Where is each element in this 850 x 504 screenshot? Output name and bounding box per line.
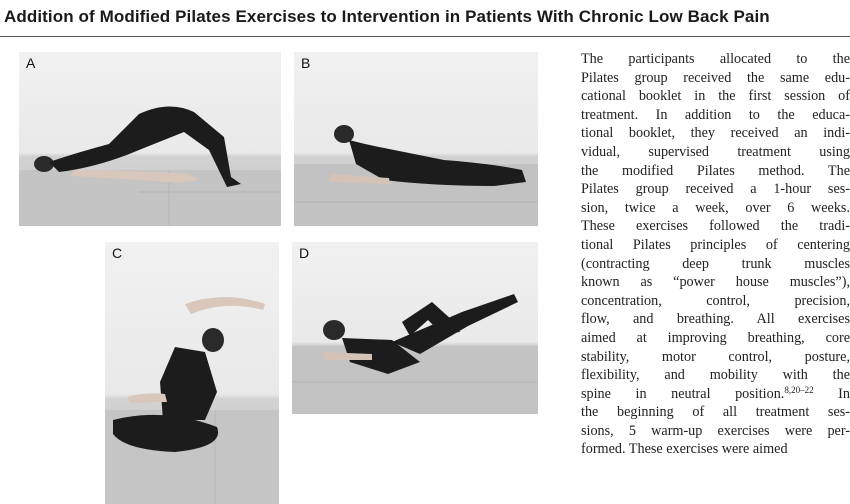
body-line-with-citation xyxy=(581,385,850,404)
panel-letter-b: B xyxy=(301,55,311,71)
body-line: tional Pilates principles of centering xyxy=(581,236,850,253)
body-line: vidual, supervised treatment using xyxy=(581,143,850,160)
body-line: cational booklet in the first session of xyxy=(581,88,850,105)
article-title: Addition of Modified Pilates Exercises to Intervention in Patients With Chronic Low Back Pain xyxy=(4,7,770,26)
body-line-text: In xyxy=(838,385,850,402)
body-line: (contracting deep trunk muscles xyxy=(581,255,850,272)
body-line: the beginning of all treatment ses- xyxy=(581,404,850,421)
body-line: stability, motor control, posture, xyxy=(581,348,850,365)
body-line: tional booklet, they received an indi- xyxy=(581,125,850,142)
body-line: sion, twice a week, over 6 weeks. xyxy=(581,199,850,216)
body-line: the modified Pilates method. The xyxy=(581,162,850,179)
body-paragraph xyxy=(581,50,850,459)
crisscross-exercise-photo xyxy=(292,242,538,414)
figure-panel-b xyxy=(294,52,538,226)
body-line: flow, and breathing. All exercises xyxy=(581,311,850,328)
citation-superscript: 8,20–22 xyxy=(784,384,814,395)
body-line: Pilates group received the same edu- xyxy=(581,69,850,86)
bridge-exercise-photo xyxy=(19,52,281,226)
body-line: aimed at improving breathing, core xyxy=(581,329,850,346)
panel-letter-d: D xyxy=(299,245,310,261)
seated-side-bend-photo xyxy=(105,242,279,504)
body-line: formed. These exercises were aimed xyxy=(581,441,788,458)
body-line: sions, 5 warm-up exercises were per- xyxy=(581,422,850,439)
body-line: These exercises followed the tradi- xyxy=(581,218,850,235)
body-line: Pilates group received a 1-hour ses- xyxy=(581,181,850,198)
body-line: The participants allocated to the xyxy=(581,51,850,67)
figure-panel-a xyxy=(19,52,281,226)
body-line: treatment. In addition to the educa- xyxy=(581,106,850,123)
panel-letter-c: C xyxy=(112,245,123,261)
panel-letter-a: A xyxy=(26,55,36,71)
body-line: flexibility, and mobility with the xyxy=(581,367,850,384)
figure-panel-d xyxy=(292,242,538,414)
prone-extension-photo xyxy=(294,52,538,226)
running-header xyxy=(0,0,850,37)
body-line-text: spine in neutral position. xyxy=(581,385,785,402)
figure-panel-c xyxy=(105,242,279,504)
body-line: known as “power house muscles”), xyxy=(581,274,850,291)
body-line: concentration, control, precision, xyxy=(581,292,850,309)
